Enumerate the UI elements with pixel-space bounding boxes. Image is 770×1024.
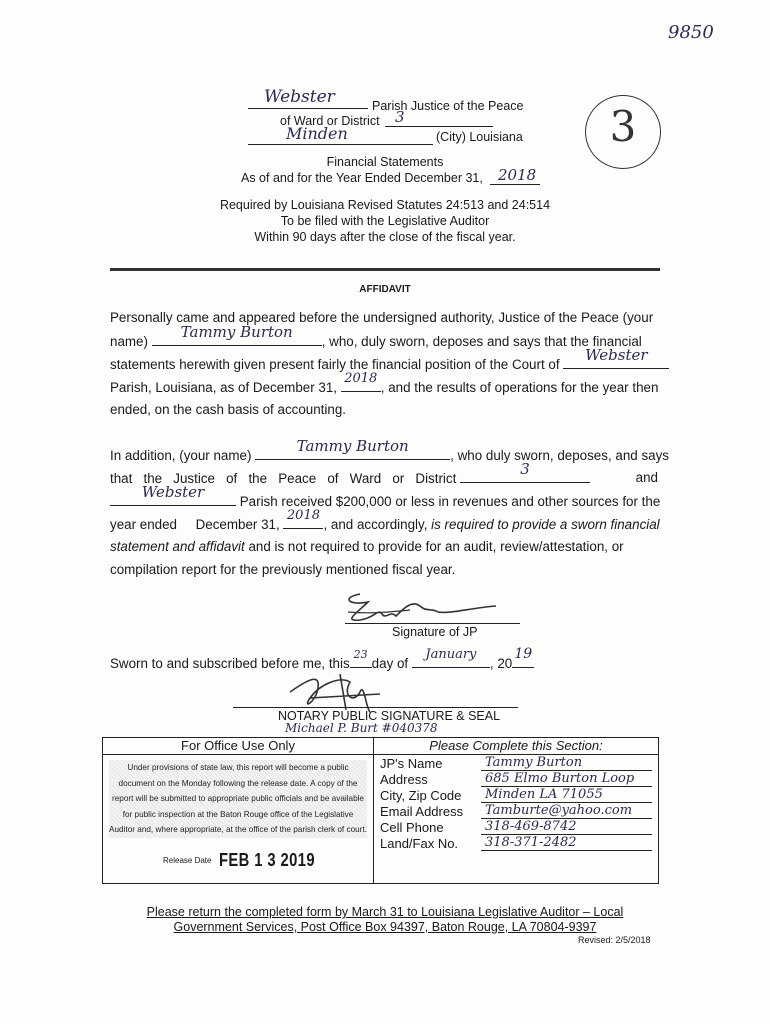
jp-name-field <box>481 756 652 771</box>
revised-date: Revised: 2/5/2018 <box>578 935 651 945</box>
p1-name: Tammy Burton <box>180 323 293 341</box>
p1-name-label: name) <box>110 334 148 349</box>
p2-parish-fill <box>110 483 236 506</box>
jp-signature <box>320 588 510 628</box>
p2-and: and <box>635 470 658 485</box>
email-field <box>481 804 652 819</box>
p1-line5: ended, on the cash basis of accounting. <box>110 402 346 417</box>
p2-district-fill <box>460 460 590 483</box>
p1-line2-rest: , who, duly sworn, deposes and says that the financial <box>321 334 642 349</box>
fs-year-label: As of and for the Year Ended December 31, <box>241 171 483 185</box>
sworn-day-fill <box>350 648 372 668</box>
office-table <box>102 737 659 884</box>
p2-year: 2018 <box>286 508 320 523</box>
p1-line3 <box>110 346 660 376</box>
sworn-day: 23 <box>353 648 368 661</box>
p2-statement-italic: statement and affidavit <box>110 539 245 554</box>
sworn-year-fill <box>512 646 534 668</box>
notary-signature-line <box>233 707 518 708</box>
email-label: Email Address <box>380 804 464 819</box>
jp-signature-line <box>345 623 520 624</box>
circled-number: 3 <box>609 102 637 151</box>
footer-line-1: Please return the completed form by March 31 to Louisiana Legislative Auditor – Local <box>146 905 624 919</box>
p2-name-fill <box>255 437 450 460</box>
p2-name: Tammy Burton <box>296 437 409 455</box>
p1-name-fill <box>152 323 322 346</box>
p1-court-label: statements herewith given present fairly the financial position of the Court of <box>110 357 560 372</box>
page-number: 9850 <box>668 22 714 43</box>
p2-district-label: that the Justice of the Peace of Ward or District <box>110 471 457 486</box>
sworn-month: January <box>425 647 477 662</box>
p1-year-fill <box>341 371 381 392</box>
footer-line-2: Government Services, Post Office Box 94397, Baton Rouge, LA 70804-9397 <box>173 920 597 934</box>
fs-year-line <box>490 167 540 185</box>
land-fax-value: 318-371-2482 <box>485 835 577 850</box>
jp-name-value: Tammy Burton <box>485 755 583 770</box>
jp-signature-label: Signature of JP <box>392 625 478 639</box>
p2-required-italic: is required to provide a sworn financial <box>431 517 660 532</box>
sworn-dayof: day of <box>371 656 409 671</box>
office-use-column <box>103 738 374 883</box>
p1-year: 2018 <box>344 371 378 386</box>
city-zip-field <box>481 788 652 803</box>
notary-name: Michael P. Burt #040378 <box>285 721 438 735</box>
ward-label: of Ward or District <box>280 114 380 128</box>
p2-line5 <box>110 535 660 558</box>
p2-line4 <box>110 508 660 536</box>
p1-date-label: Parish, Louisiana, as of December 31, <box>110 380 338 395</box>
p2-district: 3 <box>520 460 530 478</box>
city-zip-value: Minden LA 71055 <box>485 787 603 802</box>
parish-fill-line <box>248 88 368 109</box>
ward-fill: 3 <box>395 108 405 126</box>
ward-fill-line <box>385 110 493 127</box>
jp-name-label: JP's Name <box>380 756 443 771</box>
p2-line1-rest: , who duly sworn, deposes, and says <box>450 448 669 463</box>
p1-court: Webster <box>585 346 648 364</box>
p2-year-fill <box>283 508 323 529</box>
p2-line5-rest: and is not required to provide for an audit, review/attestation, or <box>248 539 624 554</box>
fs-year-fill: 2018 <box>498 166 537 184</box>
p2-line3 <box>110 483 661 513</box>
p1-line4-rest: , and the results of operations for the year then <box>380 380 659 395</box>
p1-line4 <box>110 371 660 399</box>
land-fax-field <box>481 836 652 851</box>
address-value: 685 Elmo Burton Loop <box>485 771 635 786</box>
address-label: Address <box>380 772 428 787</box>
circled-number-mark <box>585 95 661 169</box>
p2-date-label: year ended December 31, <box>110 517 280 532</box>
cell-phone-label: Cell Phone <box>380 820 444 835</box>
jp-section <box>374 738 658 883</box>
city-fill: Minden <box>286 124 348 143</box>
city-zip-label: City, Zip Code <box>380 788 462 803</box>
city-fill-line <box>248 126 433 145</box>
cell-phone-value: 318-469-8742 <box>485 819 577 834</box>
address-field <box>481 772 652 787</box>
fs-title: Financial Statements <box>326 155 444 169</box>
email-value: Tamburte@yahoo.com <box>485 803 633 818</box>
p2-name-label: In addition, (your name) <box>110 448 252 463</box>
notary-label: NOTARY PUBLIC SIGNATURE & SEAL <box>278 709 501 723</box>
required-line-1: Required by Louisiana Revised Statutes 24:513 and 24:514 <box>219 198 551 212</box>
land-fax-label: Land/Fax No. <box>380 836 459 851</box>
required-line-3: Within 90 days after the close of the fiscal year. <box>254 230 516 244</box>
required-line-2: To be filed with the Legislative Auditor <box>280 214 490 228</box>
sworn-label: Sworn to and subscribed before me, this <box>110 656 350 671</box>
jp-section-header: Please Complete this Section: <box>374 738 658 755</box>
p1-line1: Personally came and appeared before the undersigned authority, Justice of the Peace (your <box>110 310 654 325</box>
p2-line6: compilation report for the previously mentioned fiscal year. <box>110 562 456 577</box>
sworn-year: 19 <box>514 646 533 662</box>
release-date-label: Release Date <box>163 856 212 865</box>
office-use-note: Under provisions of state law, this report will become a public document on the Monday following the release date. A copy of the report will be submitted to appropriate public officials and be available for public inspection at the Baton Rouge office of the Legislative Auditor and, where appropriate, at the office of the parish clerk of court. <box>109 760 367 838</box>
parish-label: Parish Justice of the Peace <box>372 99 524 113</box>
sworn-month-fill <box>412 647 490 668</box>
cell-phone-field <box>481 820 652 835</box>
sworn-century: , 20 <box>489 656 513 671</box>
affidavit-title: AFFIDAVIT <box>359 284 411 295</box>
release-date-stamp: FEB 1 3 2019 <box>219 850 316 870</box>
city-label: (City) Louisiana <box>436 130 523 144</box>
p2-accordingly: , and accordingly, <box>323 517 428 532</box>
p2-line3-rest: Parish received $200,000 or less in revenues and other sources for the <box>239 494 661 509</box>
p2-parish: Webster <box>141 483 205 501</box>
p1-court-fill <box>563 346 669 369</box>
divider <box>110 268 660 271</box>
parish-fill: Webster <box>264 87 335 107</box>
office-use-header: For Office Use Only <box>103 738 373 755</box>
